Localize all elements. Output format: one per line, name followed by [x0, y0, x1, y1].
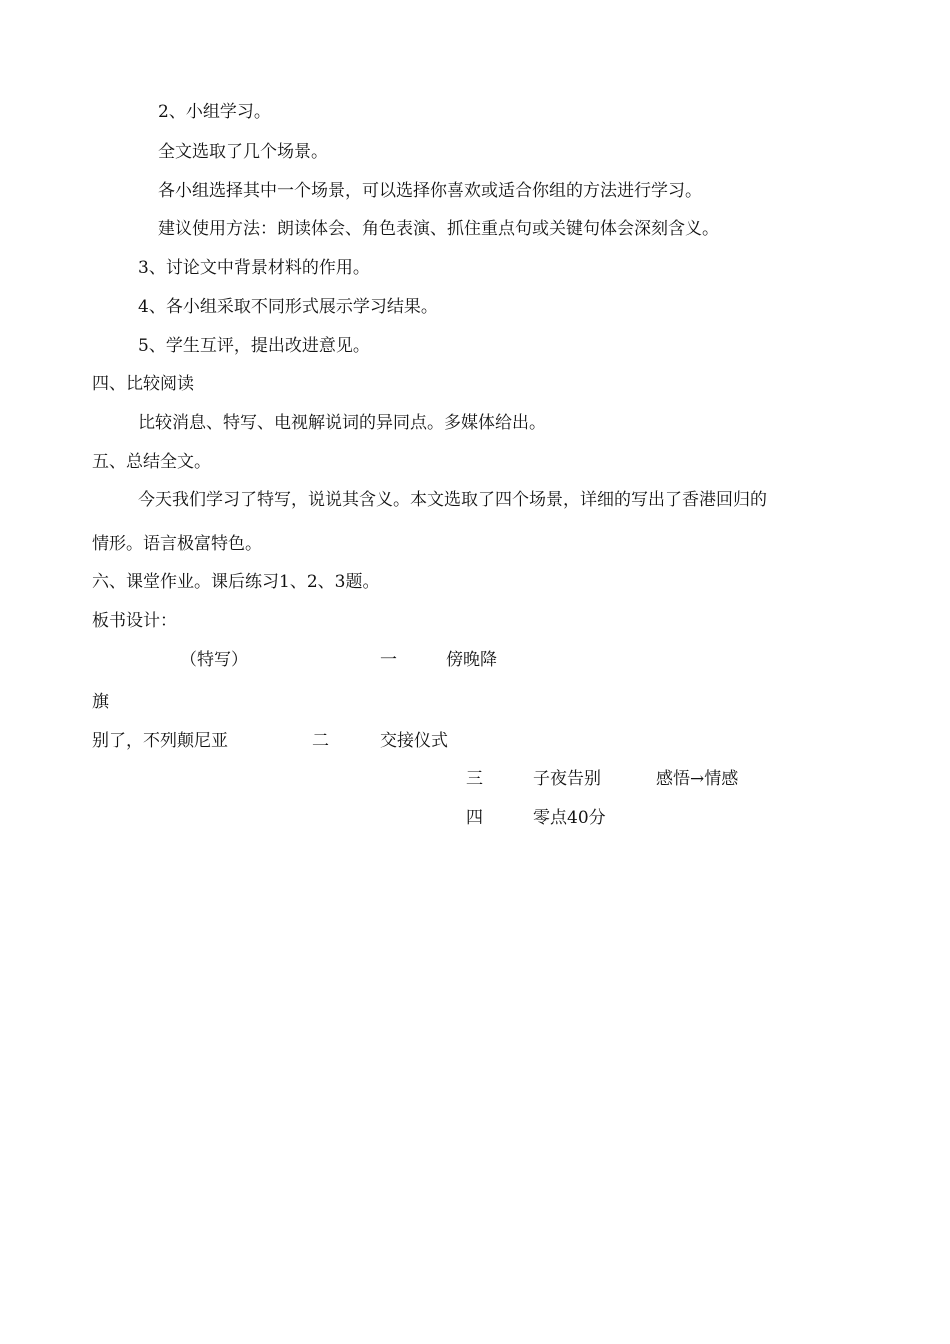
section-5-heading: 五、总结全文。 [92, 452, 211, 472]
board-scene-3-number: 三 [466, 769, 483, 789]
board-genre: （特写） [180, 650, 248, 670]
board-scene-1-wrap: 旗 [92, 692, 109, 712]
paragraph-methods: 建议使用方法：朗读体会、角色表演、抓住重点句或关键句体会深刻含义。 [158, 219, 719, 239]
section-4-heading: 四、比较阅读 [92, 374, 194, 394]
board-scene-3-text: 子夜告别 [533, 769, 601, 789]
board-summary: 感悟→情感 [656, 769, 739, 789]
paragraph-scenes: 全文选取了几个场景。 [158, 142, 328, 162]
paragraph-summary-line1: 今天我们学习了特写，说说其含义。本文选取了四个场景，详细的写出了香港回归的 [138, 490, 767, 510]
board-design-heading: 板书设计： [92, 611, 177, 631]
paragraph-summary-line2: 情形。语言极富特色。 [92, 534, 262, 554]
board-title: 别了，不列颠尼亚 [92, 731, 228, 751]
step-5-heading: 5、学生互评，提出改进意见。 [138, 336, 370, 356]
board-scene-4-number: 四 [466, 808, 483, 828]
board-scene-2-number: 二 [312, 731, 329, 751]
step-3-heading: 3、讨论文中背景材料的作用。 [138, 258, 370, 278]
step-4-heading: 4、各小组采取不同形式展示学习结果。 [138, 297, 438, 317]
step-2-heading: 2、小组学习。 [158, 102, 271, 122]
paragraph-group-choose: 各小组选择其中一个场景，可以选择你喜欢或适合你组的方法进行学习。 [158, 181, 702, 201]
board-scene-1-number: 一 [380, 650, 397, 670]
board-scene-2-text: 交接仪式 [380, 731, 448, 751]
board-scene-4-text: 零点40分 [533, 808, 606, 828]
board-scene-1-text: 傍晚降 [446, 650, 497, 670]
section-6-heading: 六、课堂作业。课后练习1、2、3题。 [92, 572, 380, 592]
paragraph-compare: 比较消息、特写、电视解说词的异同点。多媒体给出。 [138, 413, 546, 433]
